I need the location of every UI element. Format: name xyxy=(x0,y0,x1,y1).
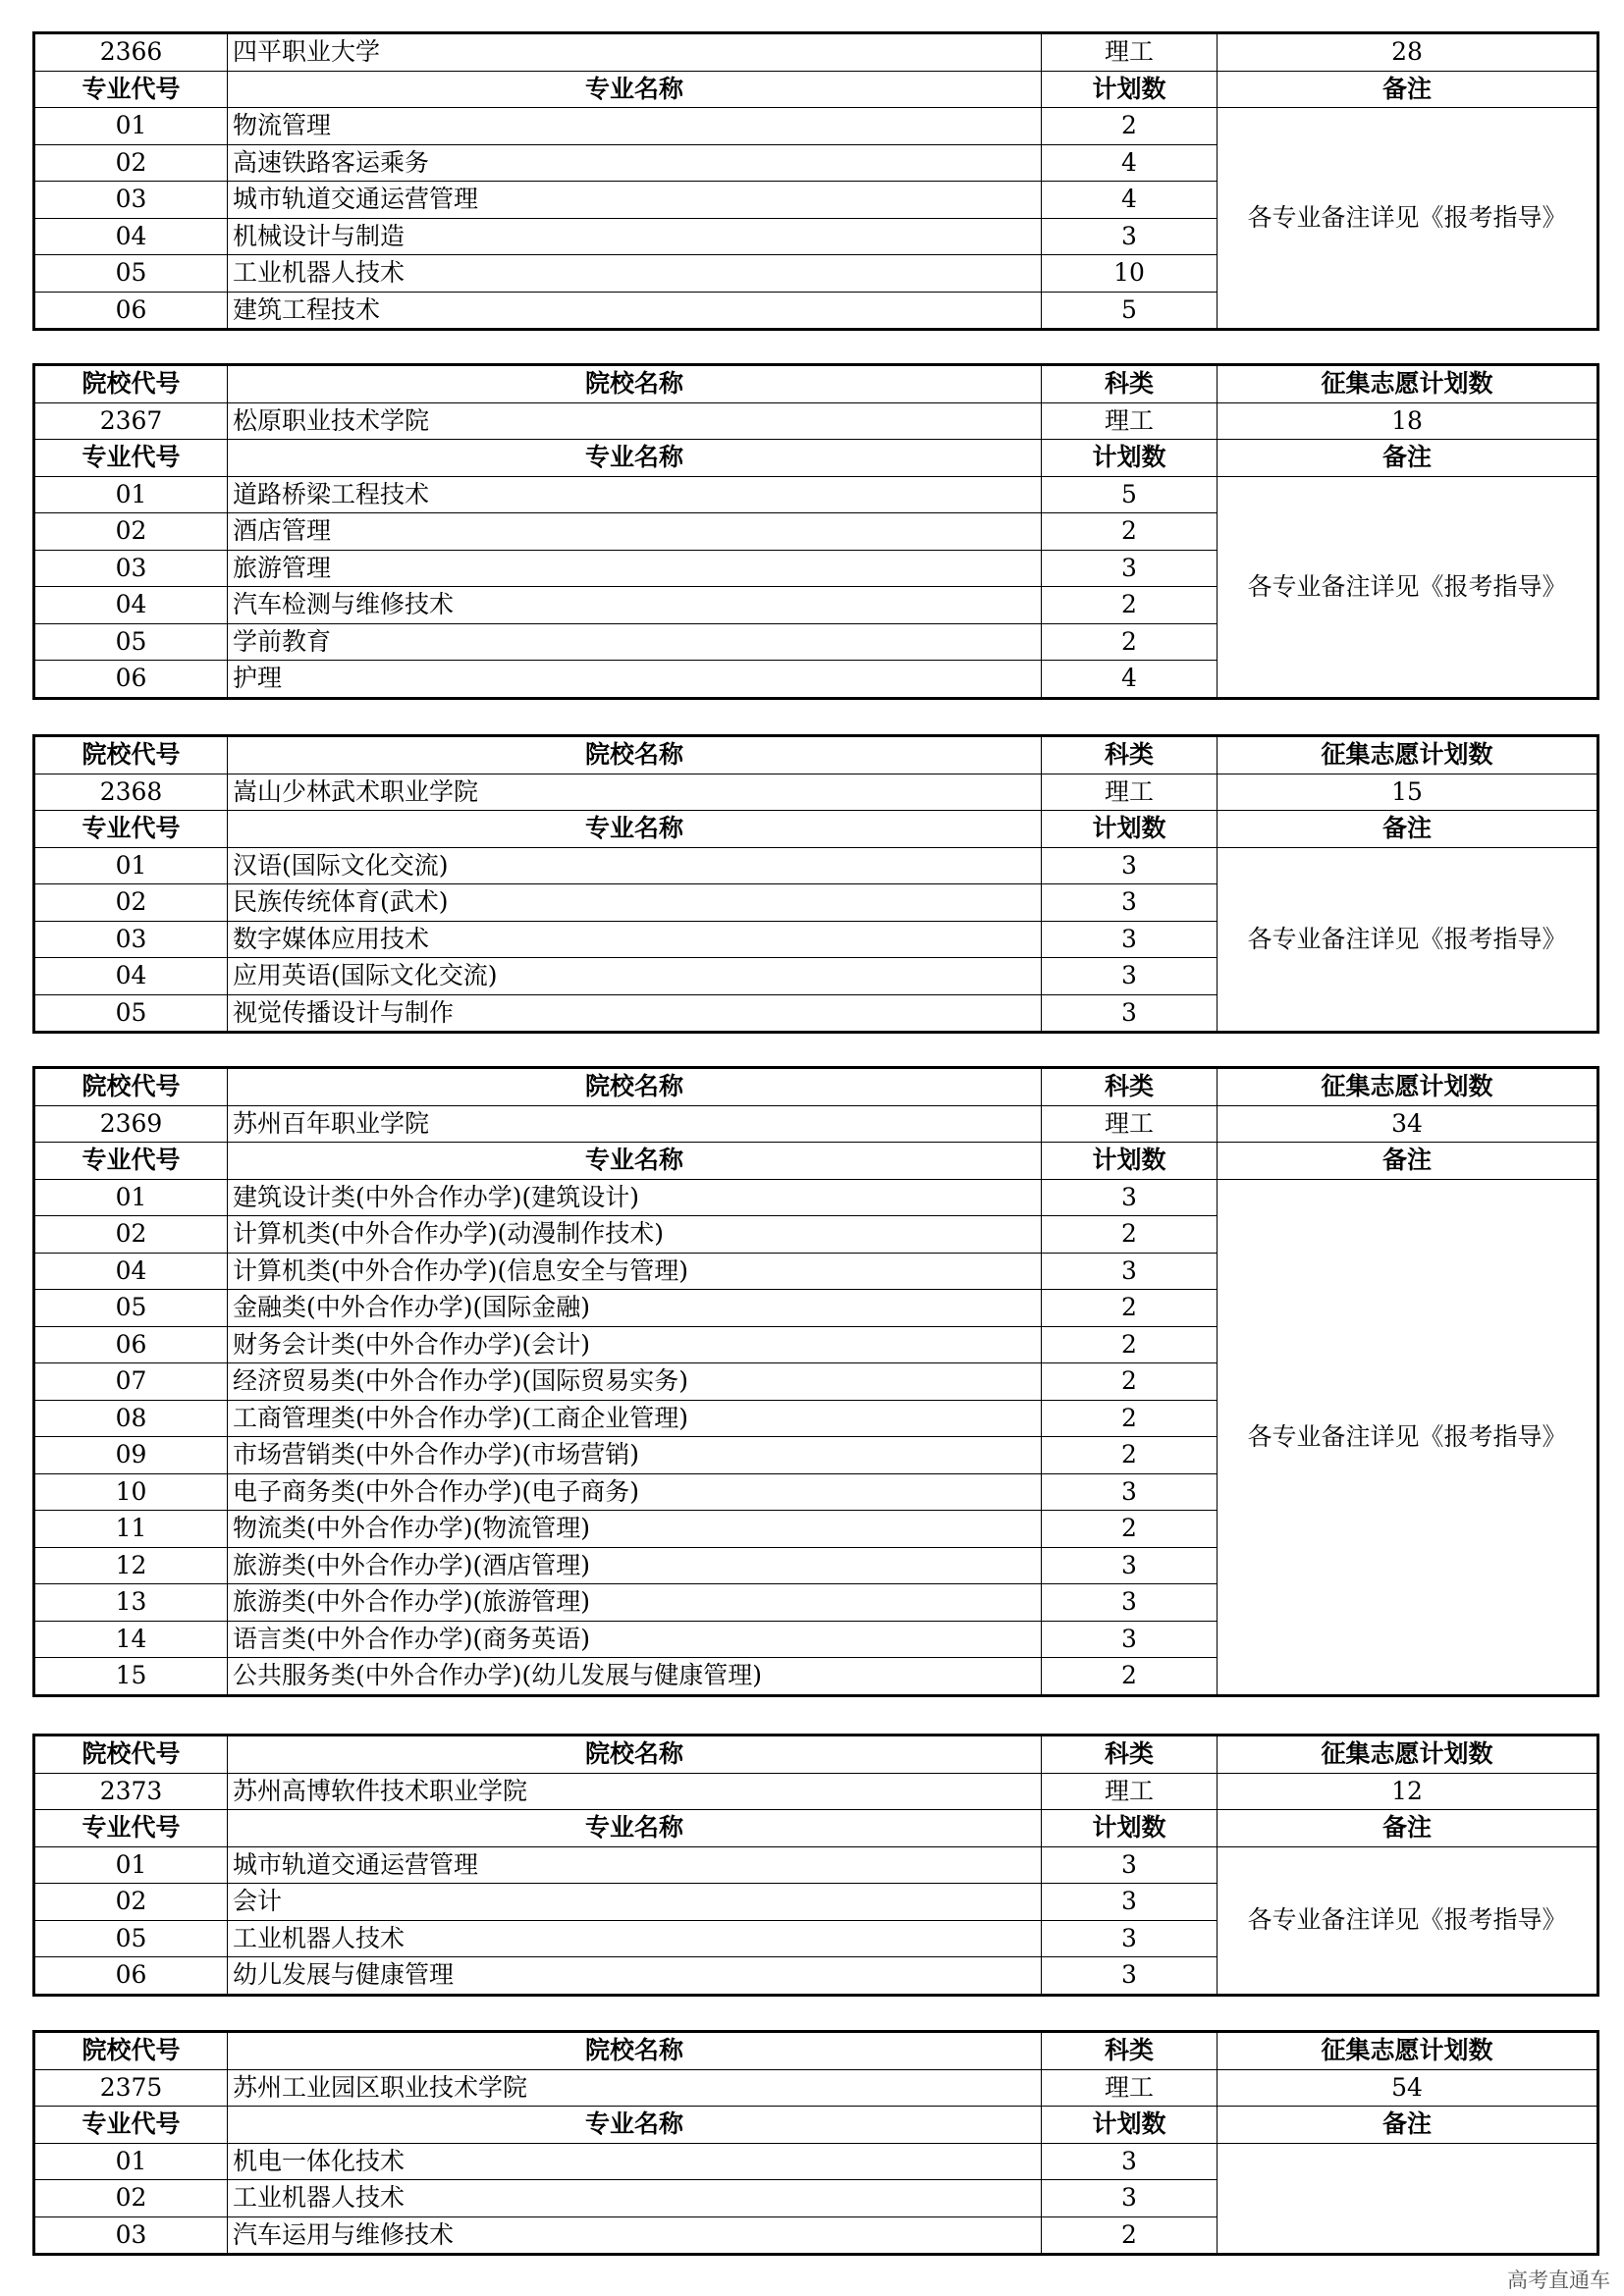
major-plan-count: 4 xyxy=(1042,661,1218,699)
school-category: 理工 xyxy=(1042,2069,1218,2107)
major-plan-count: 3 xyxy=(1042,1584,1218,1622)
header-major-name: 专业名称 xyxy=(228,1143,1042,1180)
school-plan-total: 28 xyxy=(1218,33,1598,72)
major-header-row xyxy=(34,1810,1598,1847)
school-code: 2375 xyxy=(34,2069,228,2107)
major-plan-count: 5 xyxy=(1042,292,1218,330)
major-plan-count: 3 xyxy=(1042,1920,1218,1957)
major-name: 金融类(中外合作办学)(国际金融) xyxy=(228,1290,1042,1327)
header-plan-count: 计划数 xyxy=(1042,2107,1218,2144)
major-name: 财务会计类(中外合作办学)(会计) xyxy=(228,1326,1042,1363)
header-category: 科类 xyxy=(1042,1068,1218,1106)
school-plan-table xyxy=(32,2030,1599,2256)
header-plan-total: 征集志愿计划数 xyxy=(1218,1735,1598,1774)
major-plan-count: 3 xyxy=(1042,847,1218,884)
major-plan-count: 3 xyxy=(1042,2180,1218,2217)
major-plan-count: 3 xyxy=(1042,1547,1218,1584)
major-code: 02 xyxy=(34,1216,228,1254)
school-header-row xyxy=(34,2032,1598,2070)
major-plan-count: 2 xyxy=(1042,1658,1218,1696)
school-plan-total: 12 xyxy=(1218,1773,1598,1810)
major-name: 应用英语(国际文化交流) xyxy=(228,958,1042,995)
school-header-row xyxy=(34,1068,1598,1106)
major-name: 汽车检测与维修技术 xyxy=(228,587,1042,624)
school-block xyxy=(32,2030,1599,2256)
major-plan-count: 3 xyxy=(1042,1846,1218,1884)
header-major-code: 专业代号 xyxy=(34,2107,228,2144)
school-plan-table xyxy=(32,734,1599,1034)
major-plan-count: 3 xyxy=(1042,921,1218,958)
header-major-code: 专业代号 xyxy=(34,1810,228,1847)
major-name: 幼儿发展与健康管理 xyxy=(228,1957,1042,1996)
major-code: 01 xyxy=(34,1179,228,1216)
major-name: 物流管理 xyxy=(228,108,1042,145)
major-code: 05 xyxy=(34,623,228,661)
major-name: 会计 xyxy=(228,1884,1042,1921)
school-category: 理工 xyxy=(1042,1773,1218,1810)
major-code: 05 xyxy=(34,1290,228,1327)
school-block xyxy=(32,31,1599,331)
school-plan-table xyxy=(32,1066,1599,1697)
major-plan-count: 3 xyxy=(1042,1957,1218,1996)
header-category: 科类 xyxy=(1042,1735,1218,1774)
remark-note: 各专业备注详见《报考指导》 xyxy=(1218,1179,1598,1695)
header-school-name: 院校名称 xyxy=(228,1735,1042,1774)
school-category: 理工 xyxy=(1042,402,1218,440)
major-plan-count: 3 xyxy=(1042,550,1218,587)
major-plan-count: 3 xyxy=(1042,1179,1218,1216)
major-row xyxy=(34,476,1598,513)
major-name: 建筑工程技术 xyxy=(228,292,1042,330)
major-row xyxy=(34,1179,1598,1216)
header-plan-total: 征集志愿计划数 xyxy=(1218,2032,1598,2070)
school-code: 2366 xyxy=(34,33,228,72)
school-code: 2369 xyxy=(34,1105,228,1143)
header-school-name: 院校名称 xyxy=(228,1068,1042,1106)
school-code: 2373 xyxy=(34,1773,228,1810)
header-school-name: 院校名称 xyxy=(228,736,1042,774)
header-major-name: 专业名称 xyxy=(228,71,1042,108)
major-code: 02 xyxy=(34,884,228,922)
major-code: 03 xyxy=(34,550,228,587)
school-header-row xyxy=(34,365,1598,403)
major-plan-count: 2 xyxy=(1042,2216,1218,2255)
major-name: 高速铁路客运乘务 xyxy=(228,144,1042,182)
major-code: 06 xyxy=(34,292,228,330)
major-plan-count: 2 xyxy=(1042,1290,1218,1327)
major-name: 公共服务类(中外合作办学)(幼儿发展与健康管理) xyxy=(228,1658,1042,1696)
major-code: 07 xyxy=(34,1363,228,1401)
major-name: 机电一体化技术 xyxy=(228,2143,1042,2180)
major-plan-count: 3 xyxy=(1042,958,1218,995)
school-category: 理工 xyxy=(1042,774,1218,811)
major-name: 工业机器人技术 xyxy=(228,1920,1042,1957)
major-plan-count: 2 xyxy=(1042,1326,1218,1363)
major-code: 04 xyxy=(34,218,228,255)
major-code: 14 xyxy=(34,1621,228,1658)
school-info-row xyxy=(34,774,1598,811)
major-header-row xyxy=(34,440,1598,477)
school-code: 2368 xyxy=(34,774,228,811)
school-plan-total: 18 xyxy=(1218,402,1598,440)
school-block xyxy=(32,1734,1599,1997)
major-name: 机械设计与制造 xyxy=(228,218,1042,255)
school-name: 苏州高博软件技术职业学院 xyxy=(228,1773,1042,1810)
school-info-row xyxy=(34,402,1598,440)
header-plan-total: 征集志愿计划数 xyxy=(1218,365,1598,403)
major-name: 汉语(国际文化交流) xyxy=(228,847,1042,884)
major-plan-count: 3 xyxy=(1042,1473,1218,1511)
major-header-row xyxy=(34,71,1598,108)
header-category: 科类 xyxy=(1042,365,1218,403)
school-info-row xyxy=(34,1773,1598,1810)
major-name: 旅游类(中外合作办学)(酒店管理) xyxy=(228,1547,1042,1584)
major-header-row xyxy=(34,2107,1598,2144)
major-code: 13 xyxy=(34,1584,228,1622)
school-code: 2367 xyxy=(34,402,228,440)
major-name: 酒店管理 xyxy=(228,513,1042,551)
major-code: 10 xyxy=(34,1473,228,1511)
school-block xyxy=(32,1066,1599,1697)
remark-note: 各专业备注详见《报考指导》 xyxy=(1218,476,1598,698)
header-major-code: 专业代号 xyxy=(34,71,228,108)
school-plan-table xyxy=(32,31,1599,331)
major-plan-count: 3 xyxy=(1042,994,1218,1033)
major-name: 旅游类(中外合作办学)(旅游管理) xyxy=(228,1584,1042,1622)
major-name: 工商管理类(中外合作办学)(工商企业管理) xyxy=(228,1400,1042,1437)
major-header-row xyxy=(34,811,1598,848)
major-plan-count: 3 xyxy=(1042,1253,1218,1290)
major-name: 汽车运用与维修技术 xyxy=(228,2216,1042,2255)
remark-note xyxy=(1218,2143,1598,2255)
major-plan-count: 3 xyxy=(1042,218,1218,255)
major-name: 计算机类(中外合作办学)(动漫制作技术) xyxy=(228,1216,1042,1254)
major-row xyxy=(34,108,1598,145)
header-major-name: 专业名称 xyxy=(228,440,1042,477)
school-category: 理工 xyxy=(1042,33,1218,72)
school-name: 四平职业大学 xyxy=(228,33,1042,72)
header-plan-count: 计划数 xyxy=(1042,71,1218,108)
remark-note: 各专业备注详见《报考指导》 xyxy=(1218,847,1598,1033)
major-plan-count: 3 xyxy=(1042,1621,1218,1658)
major-code: 06 xyxy=(34,1326,228,1363)
header-remark: 备注 xyxy=(1218,1810,1598,1847)
major-code: 02 xyxy=(34,144,228,182)
watermark: 高考直通车 xyxy=(1507,2269,1610,2292)
major-name: 学前教育 xyxy=(228,623,1042,661)
major-code: 04 xyxy=(34,1253,228,1290)
major-name: 经济贸易类(中外合作办学)(国际贸易实务) xyxy=(228,1363,1042,1401)
school-block xyxy=(32,363,1599,700)
remark-note: 各专业备注详见《报考指导》 xyxy=(1218,1846,1598,1995)
major-plan-count: 3 xyxy=(1042,2143,1218,2180)
major-code: 05 xyxy=(34,255,228,293)
school-header-row xyxy=(34,736,1598,774)
major-name: 数字媒体应用技术 xyxy=(228,921,1042,958)
major-code: 04 xyxy=(34,587,228,624)
header-remark: 备注 xyxy=(1218,811,1598,848)
header-major-name: 专业名称 xyxy=(228,2107,1042,2144)
header-school-name: 院校名称 xyxy=(228,2032,1042,2070)
major-name: 城市轨道交通运营管理 xyxy=(228,182,1042,219)
major-code: 02 xyxy=(34,513,228,551)
header-plan-count: 计划数 xyxy=(1042,811,1218,848)
major-code: 01 xyxy=(34,476,228,513)
header-plan-count: 计划数 xyxy=(1042,1810,1218,1847)
major-code: 11 xyxy=(34,1511,228,1548)
major-plan-count: 2 xyxy=(1042,1363,1218,1401)
school-plan-table xyxy=(32,1734,1599,1997)
major-code: 02 xyxy=(34,2180,228,2217)
header-major-name: 专业名称 xyxy=(228,811,1042,848)
school-category: 理工 xyxy=(1042,1105,1218,1143)
header-plan-total: 征集志愿计划数 xyxy=(1218,736,1598,774)
school-name: 苏州工业园区职业技术学院 xyxy=(228,2069,1042,2107)
major-name: 护理 xyxy=(228,661,1042,699)
header-remark: 备注 xyxy=(1218,440,1598,477)
school-info-row xyxy=(34,33,1598,72)
major-plan-count: 4 xyxy=(1042,144,1218,182)
major-code: 03 xyxy=(34,2216,228,2255)
major-name: 民族传统体育(武术) xyxy=(228,884,1042,922)
header-major-name: 专业名称 xyxy=(228,1810,1042,1847)
major-plan-count: 3 xyxy=(1042,884,1218,922)
school-name: 嵩山少林武术职业学院 xyxy=(228,774,1042,811)
major-row xyxy=(34,847,1598,884)
header-major-code: 专业代号 xyxy=(34,1143,228,1180)
header-category: 科类 xyxy=(1042,2032,1218,2070)
header-remark: 备注 xyxy=(1218,1143,1598,1180)
major-row xyxy=(34,2143,1598,2180)
major-code: 09 xyxy=(34,1437,228,1474)
major-name: 语言类(中外合作办学)(商务英语) xyxy=(228,1621,1042,1658)
header-school-code: 院校代号 xyxy=(34,1068,228,1106)
major-code: 12 xyxy=(34,1547,228,1584)
major-code: 08 xyxy=(34,1400,228,1437)
header-school-name: 院校名称 xyxy=(228,365,1042,403)
school-block xyxy=(32,734,1599,1034)
header-school-code: 院校代号 xyxy=(34,736,228,774)
school-plan-total: 15 xyxy=(1218,774,1598,811)
major-plan-count: 10 xyxy=(1042,255,1218,293)
major-code: 06 xyxy=(34,661,228,699)
header-school-code: 院校代号 xyxy=(34,1735,228,1774)
school-plan-total: 34 xyxy=(1218,1105,1598,1143)
major-code: 01 xyxy=(34,1846,228,1884)
major-name: 电子商务类(中外合作办学)(电子商务) xyxy=(228,1473,1042,1511)
school-plan-total: 54 xyxy=(1218,2069,1598,2107)
major-name: 工业机器人技术 xyxy=(228,255,1042,293)
header-plan-count: 计划数 xyxy=(1042,1143,1218,1180)
major-name: 市场营销类(中外合作办学)(市场营销) xyxy=(228,1437,1042,1474)
major-plan-count: 2 xyxy=(1042,1437,1218,1474)
major-code: 03 xyxy=(34,921,228,958)
major-plan-count: 4 xyxy=(1042,182,1218,219)
major-plan-count: 2 xyxy=(1042,513,1218,551)
major-code: 05 xyxy=(34,994,228,1033)
major-name: 道路桥梁工程技术 xyxy=(228,476,1042,513)
major-name: 工业机器人技术 xyxy=(228,2180,1042,2217)
major-code: 01 xyxy=(34,108,228,145)
major-code: 04 xyxy=(34,958,228,995)
school-plan-table xyxy=(32,363,1599,700)
major-plan-count: 3 xyxy=(1042,1884,1218,1921)
major-name: 计算机类(中外合作办学)(信息安全与管理) xyxy=(228,1253,1042,1290)
school-info-row xyxy=(34,2069,1598,2107)
major-plan-count: 2 xyxy=(1042,108,1218,145)
major-code: 01 xyxy=(34,847,228,884)
major-plan-count: 5 xyxy=(1042,476,1218,513)
header-remark: 备注 xyxy=(1218,71,1598,108)
header-category: 科类 xyxy=(1042,736,1218,774)
major-code: 02 xyxy=(34,1884,228,1921)
header-plan-total: 征集志愿计划数 xyxy=(1218,1068,1598,1106)
major-plan-count: 2 xyxy=(1042,1216,1218,1254)
major-row xyxy=(34,1846,1598,1884)
remark-note: 各专业备注详见《报考指导》 xyxy=(1218,108,1598,330)
school-info-row xyxy=(34,1105,1598,1143)
major-code: 03 xyxy=(34,182,228,219)
major-code: 06 xyxy=(34,1957,228,1996)
major-code: 05 xyxy=(34,1920,228,1957)
major-code: 15 xyxy=(34,1658,228,1696)
major-name: 物流类(中外合作办学)(物流管理) xyxy=(228,1511,1042,1548)
school-name: 松原职业技术学院 xyxy=(228,402,1042,440)
header-school-code: 院校代号 xyxy=(34,2032,228,2070)
major-plan-count: 2 xyxy=(1042,623,1218,661)
header-major-code: 专业代号 xyxy=(34,811,228,848)
header-plan-count: 计划数 xyxy=(1042,440,1218,477)
header-remark: 备注 xyxy=(1218,2107,1598,2144)
major-header-row xyxy=(34,1143,1598,1180)
major-plan-count: 2 xyxy=(1042,1511,1218,1548)
major-name: 旅游管理 xyxy=(228,550,1042,587)
major-plan-count: 2 xyxy=(1042,1400,1218,1437)
major-plan-count: 2 xyxy=(1042,587,1218,624)
major-name: 视觉传播设计与制作 xyxy=(228,994,1042,1033)
school-header-row xyxy=(34,1735,1598,1774)
header-major-code: 专业代号 xyxy=(34,440,228,477)
header-school-code: 院校代号 xyxy=(34,365,228,403)
major-name: 建筑设计类(中外合作办学)(建筑设计) xyxy=(228,1179,1042,1216)
school-name: 苏州百年职业学院 xyxy=(228,1105,1042,1143)
major-name: 城市轨道交通运营管理 xyxy=(228,1846,1042,1884)
major-code: 01 xyxy=(34,2143,228,2180)
